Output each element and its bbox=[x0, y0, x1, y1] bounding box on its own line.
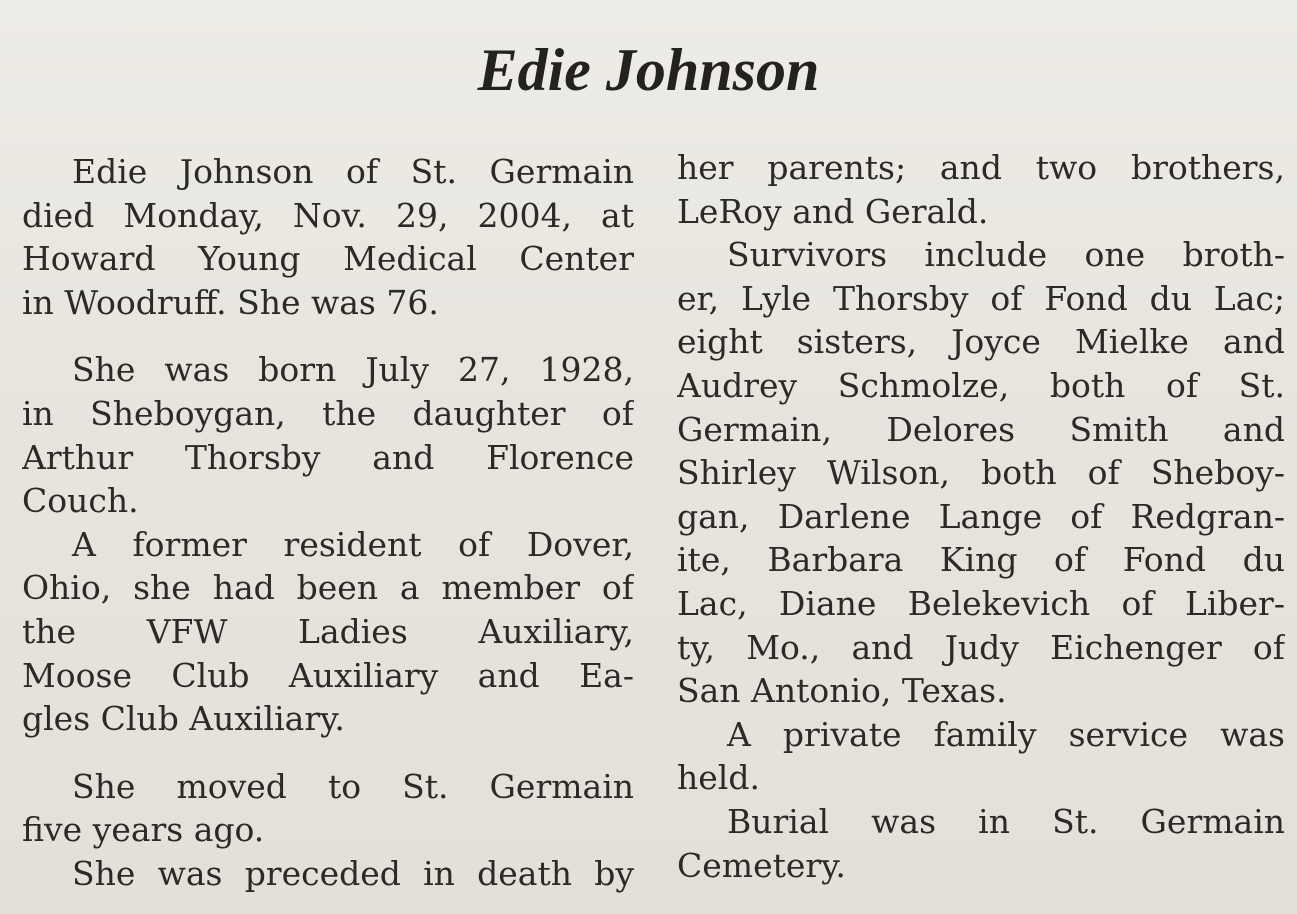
text-line: Burial was in St. Germain bbox=[727, 801, 1285, 841]
text-line: A private family service was bbox=[727, 714, 1285, 754]
text-line: Ohio, she had been a member of bbox=[22, 568, 634, 608]
text-line: ite, Barbara King of Fond du bbox=[677, 540, 1285, 580]
paragraph-gap bbox=[22, 741, 634, 765]
text-line: She was born July 27, 1928, bbox=[72, 350, 634, 390]
text-line: Edie Johnson of St. Germain bbox=[72, 152, 634, 191]
text-line: Arthur Thorsby and Florence bbox=[22, 437, 634, 477]
text-line: Moose Club Auxiliary and Ea- bbox=[22, 655, 634, 695]
text-line: five years ago. bbox=[22, 810, 265, 850]
text-line: Audrey Schmolze, both of St. bbox=[677, 365, 1285, 405]
text-line: eight sisters, Joyce Mielke and bbox=[677, 322, 1285, 362]
right-column bbox=[677, 146, 1285, 887]
text-line: gan, Darlene Lange of Redgran- bbox=[677, 496, 1285, 536]
text-line: died Monday, Nov. 29, 2004, at bbox=[22, 195, 634, 235]
text-line: Cemetery. bbox=[677, 845, 846, 885]
text-line: She moved to St. Germain bbox=[72, 766, 634, 806]
obituary-headline: Edie Johnson bbox=[477, 37, 820, 103]
text-line: ty, Mo., and Judy Eichenger of bbox=[677, 627, 1285, 667]
text-line: in Woodruff. She was 76. bbox=[22, 282, 439, 322]
text-line: the VFW Ladies Auxiliary, bbox=[22, 611, 634, 651]
text-line: Lac, Diane Belekevich of Liber- bbox=[677, 583, 1285, 623]
paragraph-gap bbox=[22, 324, 634, 348]
text-line: LeRoy and Gerald. bbox=[677, 191, 989, 231]
text-line: San Antonio, Texas. bbox=[677, 671, 1007, 711]
text-line: in Sheboygan, the daughter of bbox=[22, 393, 634, 433]
text-line: held. bbox=[677, 758, 760, 798]
text-line: Howard Young Medical Center bbox=[22, 239, 634, 279]
text-line: er, Lyle Thorsby of Fond du Lac; bbox=[677, 278, 1285, 318]
text-line: gles Club Auxiliary. bbox=[22, 699, 345, 739]
text-line: Germain, Delores Smith and bbox=[677, 409, 1285, 449]
text-line: Survivors include one broth- bbox=[727, 235, 1285, 275]
text-line: her parents; and two brothers, bbox=[677, 148, 1285, 187]
left-column bbox=[22, 150, 634, 896]
text-line: Shirley Wilson, both of Sheboy- bbox=[677, 453, 1285, 493]
text-line: Couch. bbox=[22, 481, 139, 521]
text-line: A former resident of Dover, bbox=[72, 524, 634, 564]
text-line: She was preceded in death by bbox=[72, 853, 634, 893]
